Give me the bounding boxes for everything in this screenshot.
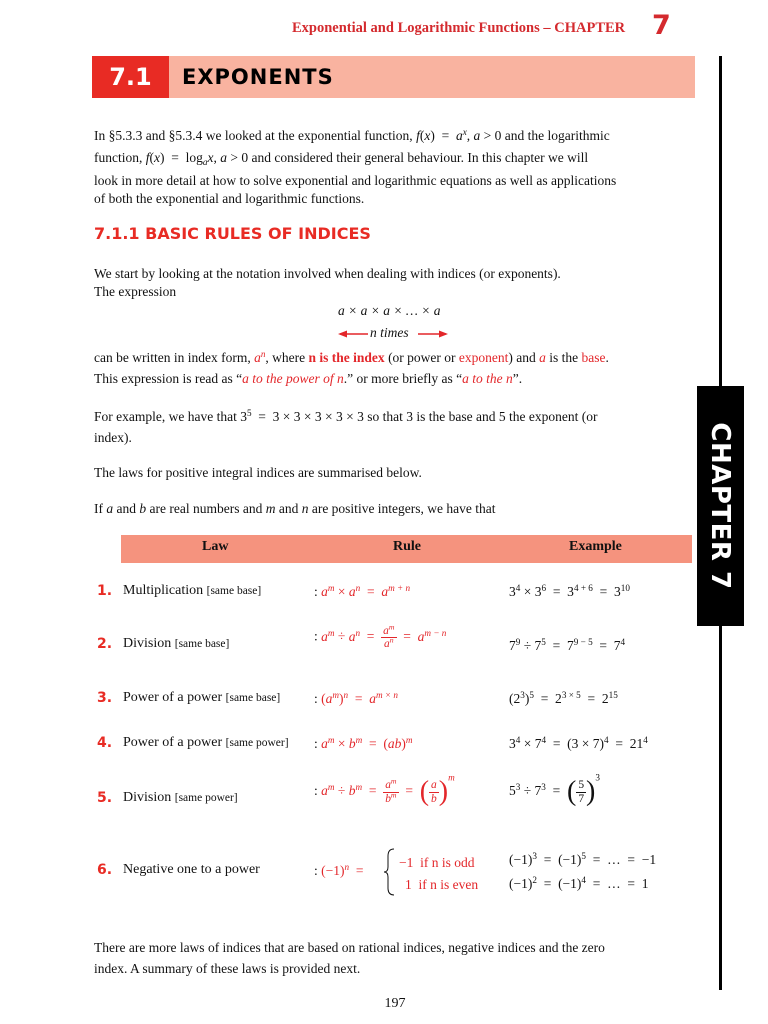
row-4-law: Power of a power [same power] bbox=[123, 735, 289, 750]
row-2-number: 2. bbox=[97, 636, 113, 652]
row-1-example: $3^4 \times 3^6 = 3^{4 + 6} = 3^{10}$ bbox=[509, 582, 630, 599]
row-2-rule: : $a^m \div a^n$ = $\frac{a^m}{a^n}$ = $a^{m - n}$ bbox=[314, 622, 447, 651]
page-number: 197 bbox=[384, 996, 406, 1011]
header-chapter-number: 7 bbox=[652, 10, 671, 41]
intro-line-2: function, $f(x) = \log_ax$, a > 0 and considered their general behaviour. In this chapter we will bbox=[94, 150, 589, 167]
product-expression: a × a × a × … × a bbox=[338, 303, 441, 318]
example-line: For example, we have that $3^5 = 3 \times 3 \times 3 \times 3 \times 3$ so that 3 is the base and 5 the exponent (or bbox=[94, 407, 598, 424]
intro-line-4: of both the exponential and logarithmic functions. bbox=[94, 191, 365, 206]
brace-icon bbox=[383, 848, 395, 896]
row-6-number: 6. bbox=[97, 862, 113, 878]
row-3-law: Power of a power [same base] bbox=[123, 690, 281, 705]
row-2-law: Division [same base] bbox=[123, 636, 230, 651]
closing-line-2: index. A summary of these laws is provided next. bbox=[94, 961, 361, 976]
row-2-example: $7^9 \div 7^5 = 7^{9 - 5} = 7^4$ bbox=[509, 636, 626, 653]
row-3-number: 3. bbox=[97, 690, 113, 706]
row-6-case-even: 1 if n is even bbox=[405, 877, 479, 892]
laws-summary: The laws for positive integral indices are summarised below. bbox=[94, 465, 422, 480]
intro-line-3: look in more detail at how to solve exponential and logarithmic equations as well as applications bbox=[94, 173, 617, 188]
chapter-tab-label: CHAPTER 7 bbox=[705, 422, 735, 590]
closing-line-1: There are more laws of indices that are based on rational indices, negative indices and the zero bbox=[94, 940, 605, 955]
row-3-rule: : $(a^m)^n = a^{m \times n}$ bbox=[314, 689, 398, 706]
section-title: EXPONENTS bbox=[182, 65, 334, 89]
row-1-law: Multiplication [same base] bbox=[123, 583, 262, 598]
notation-text: We start by looking at the notation involved when dealing with indices (or exponents). bbox=[94, 266, 561, 281]
n-times-label: n times bbox=[370, 325, 409, 340]
row-1-rule: : $a^m \times a^n = a^{m + n}$ bbox=[314, 582, 411, 599]
row-5-number: 5. bbox=[97, 790, 113, 806]
row-6-example-even: $(-1)^2 = (-1)^4$ = … = 1 bbox=[509, 874, 649, 891]
row-5-rule: : $a^m \div b^m$ = $\frac{a^m}{b^m}$ = ( $\frac{a}{b}$ )$^m$ bbox=[314, 772, 455, 807]
row-3-example: $(2^3)^5 = 2^{3 \times 5} = 2^{15}$ bbox=[509, 689, 618, 706]
row-6-law: Negative one to a power bbox=[123, 862, 260, 877]
row-4-rule: : $a^m \times b^m = (ab)^m$ bbox=[314, 734, 413, 751]
header-example: Example bbox=[569, 539, 622, 554]
section-number: 7.1 bbox=[92, 56, 169, 98]
example-line-2: index). bbox=[94, 430, 132, 445]
row-4-example: $3^4 \times 7^4 = (3 \times 7)^4 = 21^4$ bbox=[509, 734, 648, 751]
subsection-title: 7.1.1 BASIC RULES OF INDICES bbox=[94, 224, 371, 243]
row-5-law: Division [same power] bbox=[123, 790, 238, 805]
read-as-line: This expression is read as “a to the power of n.” or more briefly as “a to the n”. bbox=[94, 371, 523, 386]
row-1-number: 1. bbox=[97, 583, 113, 599]
row-5-example: $5^3 \div 7^3$ = ( $\frac{5}{7}$ )$^3$ bbox=[509, 772, 600, 807]
row-6-case-odd: −1 if n is odd bbox=[399, 855, 475, 870]
header-law: Law bbox=[202, 539, 229, 554]
header-rule: Rule bbox=[393, 539, 421, 554]
row-6-example-odd: $(-1)^3 = (-1)^5$ = … = −1 bbox=[509, 850, 657, 867]
row-4-number: 4. bbox=[97, 735, 113, 751]
running-header: Exponential and Logarithmic Functions – CHAPTER bbox=[292, 20, 626, 36]
expression-label: The expression bbox=[94, 284, 177, 299]
row-6-rule: : $(-1)^n$ = bbox=[314, 861, 364, 878]
intro-line-1: In §5.3.3 and §5.3.4 we looked at the exponential function, $f(x) = a^x$, a > 0 and the logarithmic bbox=[94, 126, 610, 143]
if-real-numbers: If a and b are real numbers and m and n are positive integers, we have that bbox=[94, 501, 496, 516]
index-form-line: can be written in index form, $a^n$, where n is the index (or power or exponent) and a is the base. bbox=[94, 348, 609, 365]
